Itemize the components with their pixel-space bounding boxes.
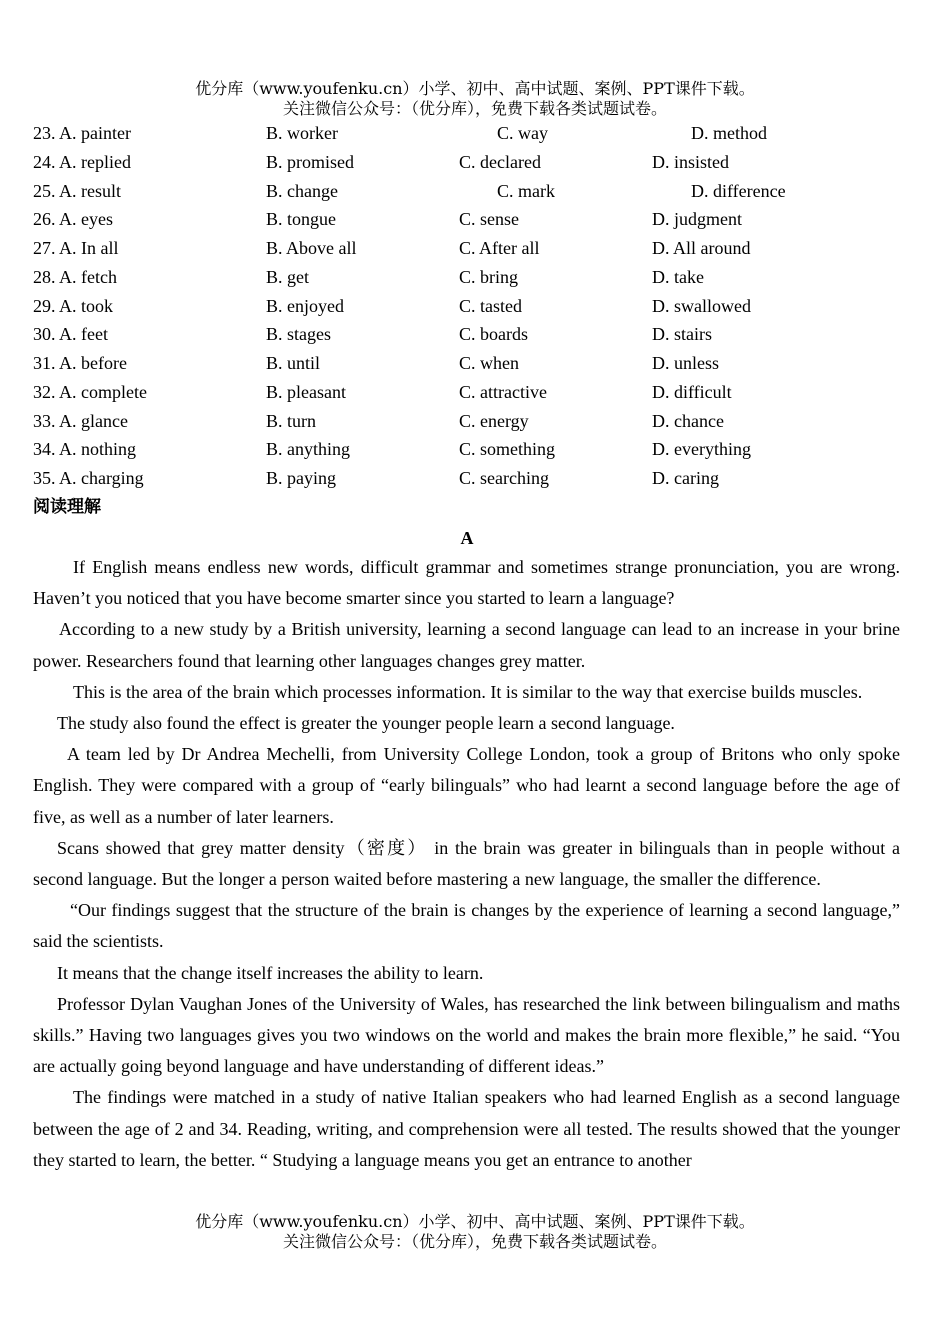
option-b: B. get <box>266 266 309 287</box>
option-c: C. After all <box>459 238 540 258</box>
option-c: C. attractive <box>459 381 547 402</box>
option-d: D. unless <box>652 353 719 373</box>
paragraph: This is the area of the brain which processes information. It is similar to the way that exercise builds muscles. <box>73 681 863 702</box>
paragraph: If English means endless new words, difficult grammar and sometimes strange pronunciation, you are wrong. Haven’t you noticed that you have become smarter since you started to learn a language? <box>33 557 900 609</box>
footer-line-1: 优分库（www.youfenku.cn）小学、初中、高中试题、案例、PPT课件下载。 <box>195 1212 755 1231</box>
option-a: 35. A. charging <box>33 468 144 488</box>
option-a: 32. A. complete <box>33 381 147 402</box>
option-d: D. method <box>691 123 767 143</box>
option-a: 31. A. before <box>33 353 127 373</box>
option-d: D. swallowed <box>652 295 751 316</box>
option-a: 33. A. glance <box>33 410 128 431</box>
option-b: B. stages <box>266 324 331 345</box>
option-a: 34. A. nothing <box>33 439 137 460</box>
option-b: B. worker <box>266 123 338 143</box>
option-b: B. enjoyed <box>266 295 344 316</box>
option-a: 24. A. replied <box>33 151 131 172</box>
option-d: D. stairs <box>652 324 712 345</box>
paragraph: Professor Dylan Vaughan Jones of the University of Wales, has researched the link between bilingualism and maths skills.” Having two languages gives you two windows on the world and makes the brain more flexible,” he said. “You are actually going beyond language and have understanding of different ideas.” <box>33 993 900 1077</box>
paragraph: The study also found the effect is greater the younger people learn a second language. <box>57 713 675 734</box>
option-c: C. declared <box>459 151 541 172</box>
option-b: B. until <box>266 353 321 373</box>
paragraph: According to a new study by a British university, learning a second language can lead to an increase in your brine power. Researchers found that learning other languages changes grey matter. <box>33 619 900 671</box>
paragraph: It means that the change itself increases the ability to learn. <box>57 962 484 983</box>
passage-body <box>33 552 900 1176</box>
option-d: D. insisted <box>652 151 730 172</box>
paragraph: A team led by Dr Andrea Mechelli, from University College London, took a group of Britons who only spoke English. They were compared with a group of “early bilinguals” who had learnt a second language before the age of five, as well as a number of later learners. <box>33 744 900 827</box>
option-c: C. something <box>459 439 556 460</box>
option-c: C. tasted <box>459 295 522 316</box>
option-b: B. turn <box>266 410 317 431</box>
option-a: 26. A. eyes <box>33 209 113 230</box>
header-line-1: 优分库（www.youfenku.cn）小学、初中、高中试题、案例、PPT课件下载。 <box>195 79 755 98</box>
footer-line-2: 关注微信公众号：（优分库），免费下载各类试题试卷。 <box>282 1232 667 1251</box>
option-d: D. All around <box>652 238 751 258</box>
option-a: 27. A. In all <box>33 238 119 258</box>
passage-title: A <box>460 528 474 548</box>
option-d: D. judgment <box>652 209 742 230</box>
paragraph: “Our findings suggest that the structure of the brain is changes by the experience of learning a second language,” said the scientists. <box>33 900 900 952</box>
option-b: B. paying <box>266 468 336 488</box>
option-c: C. sense <box>459 209 519 230</box>
paragraph: The findings were matched in a study of native Italian speakers who had learned English as a second language between the age of 2 and 34. Reading, writing, and comprehension were all tested. The results showed that the younger they started to learn, the better. “ Studying a language means you get an entrance to another <box>33 1087 900 1170</box>
option-b: B. anything <box>266 439 350 460</box>
option-a: 25. A. result <box>33 180 121 201</box>
option-d: D. chance <box>652 410 724 431</box>
header-line-2: 关注微信公众号：（优分库），免费下载各类试题试卷。 <box>282 99 667 118</box>
option-b: B. pleasant <box>266 381 346 402</box>
option-d: D. take <box>652 266 704 287</box>
option-d: D. everything <box>652 439 751 460</box>
option-c: C. mark <box>497 180 555 201</box>
option-c: C. way <box>497 123 548 143</box>
option-d: D. difference <box>691 180 786 201</box>
option-b: B. Above all <box>266 238 357 258</box>
option-c: C. searching <box>459 468 549 488</box>
paragraph: Scans showed that grey matter density（密度） in the brain was greater in bilinguals than in people without a second language. But the longer a person waited before mastering a new language, the smaller the difference. <box>33 837 900 890</box>
option-b: B. change <box>266 180 338 201</box>
option-a: 23. A. painter <box>33 123 131 143</box>
option-c: C. energy <box>459 410 529 431</box>
option-a: 28. A. fetch <box>33 266 117 287</box>
option-c: C. boards <box>459 324 528 345</box>
option-d: D. difficult <box>652 381 732 402</box>
option-a: 29. A. took <box>33 295 114 316</box>
section-title: 阅读理解 <box>33 497 101 517</box>
option-b: B. promised <box>266 151 354 172</box>
option-b: B. tongue <box>266 209 336 230</box>
option-d: D. caring <box>652 468 719 488</box>
option-c: C. when <box>459 353 519 373</box>
option-c: C. bring <box>459 266 519 287</box>
option-a: 30. A. feet <box>33 324 108 345</box>
